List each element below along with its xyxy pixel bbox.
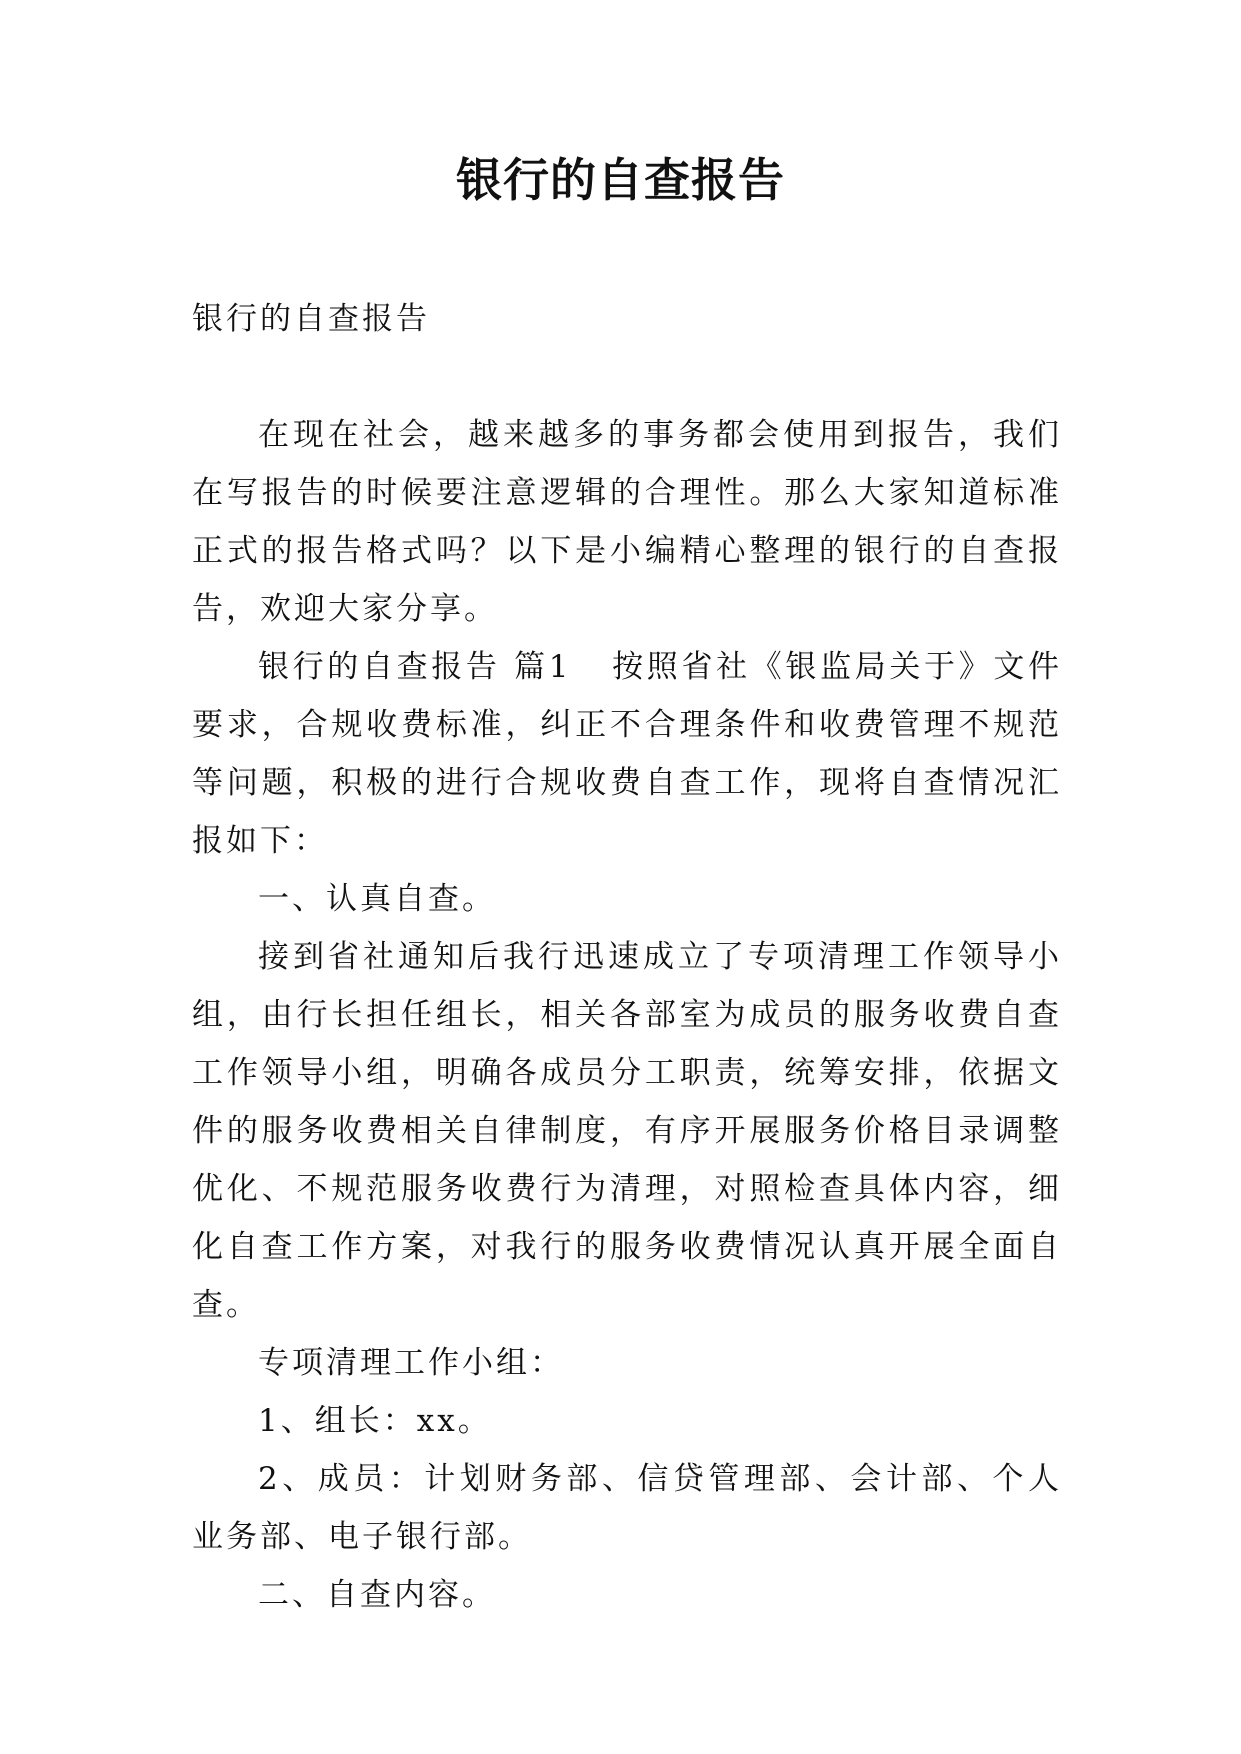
intro-paragraph: 在现在社会，越来越多的事务都会使用到报告，我们在写报告的时候要注意逻辑的合理性。那么大家知道标准正式的报告格式吗？以下是小编精心整理的银行的自查报告，欢迎大家分享。 — [192, 417, 1062, 627]
group-item-members: 2、成员：计划财务部、信贷管理部、会计部、个人业务部、电子银行部。 — [192, 1461, 1062, 1555]
document-title: 银行的自查报告 — [456, 153, 785, 207]
part-body: 按照省社《银监局关于》文件要求，合规收费标准，纠正不合理条件和收费管理不规范等问题，积极的进行合规收费自查工作，现将自查情况汇报如下： — [192, 649, 1063, 859]
part-label: 银行的自查报告 篇1 — [258, 649, 572, 685]
section1-body: 接到省社通知后我行迅速成立了专项清理工作领导小组，由行长担任组长，相关各部室为成员的服务收费自查工作领导小组，明确各成员分工职责，统筹安排，依据文件的服务收费相关自律制度，有序开展服务价格目录调整优化、不规范服务收费行为清理，对照检查具体内容，细化自查工作方案，对我行的服务收费情况认真开展全面自查。 — [192, 939, 1062, 1323]
document-body — [192, 290, 1062, 1624]
group-heading: 专项清理工作小组： — [258, 1345, 564, 1381]
document-subtitle: 银行的自查报告 — [192, 301, 430, 337]
section2-heading: 二、自查内容。 — [258, 1577, 496, 1613]
part-paragraph — [192, 638, 1062, 870]
section1-heading: 一、认真自查。 — [258, 881, 496, 917]
group-item-leader: 1、组长：xx。 — [258, 1403, 492, 1439]
